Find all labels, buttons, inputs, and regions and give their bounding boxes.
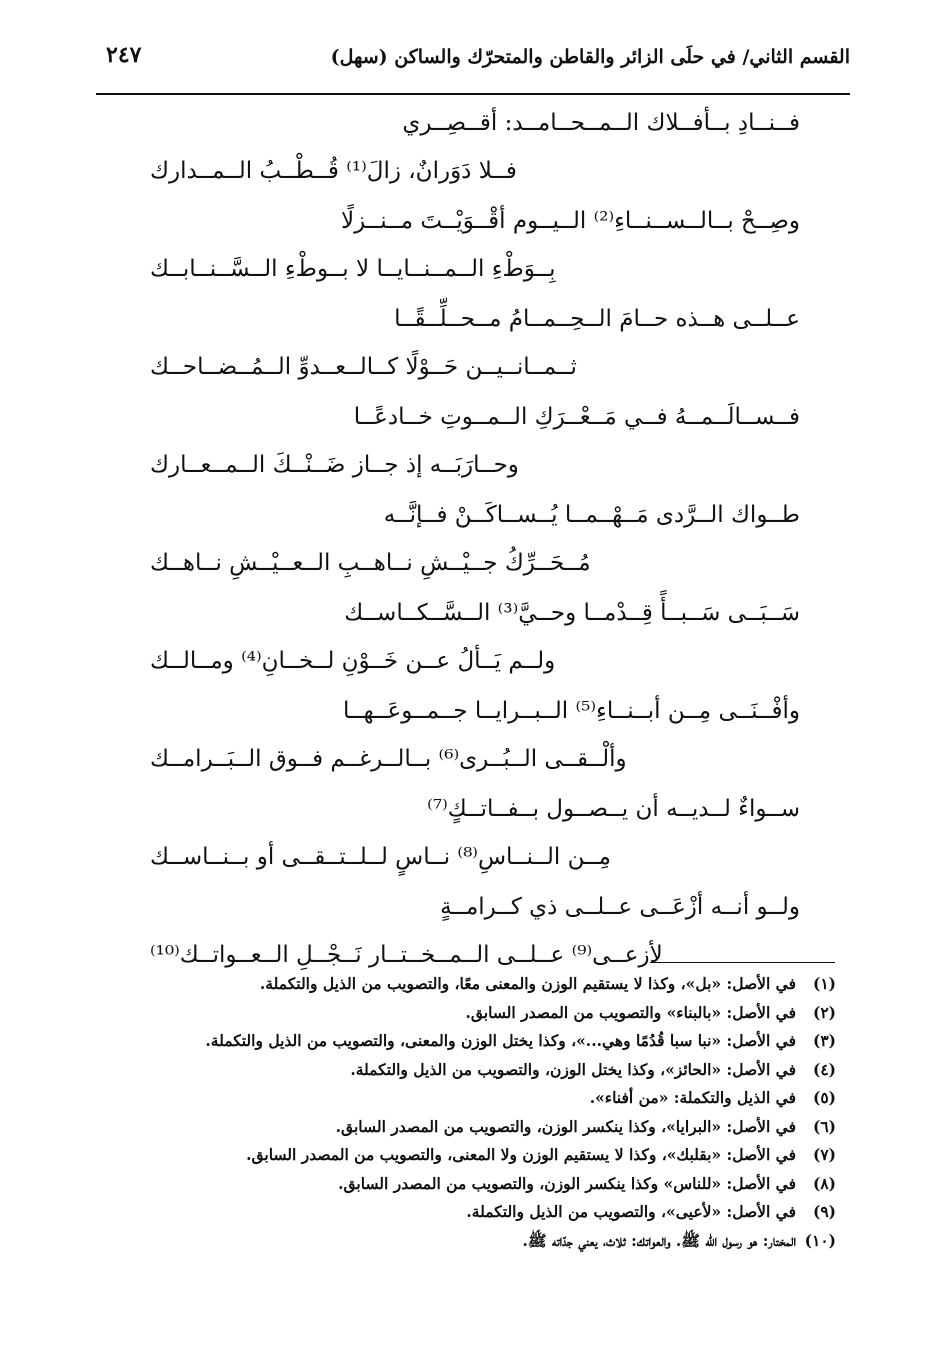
page-header [96,38,850,88]
verse-second-hemistich: مُــحَــرِّكُ جــيْــشِ نــاهــبِ الــعــيْــشِ نــاهــك [150,550,591,576]
verse-second-hemistich: مِــن الــنــاسِ⁽⁸⁾ نــاسٍ لــلــتــقــى أو بــنــاســك [150,844,611,870]
verse [150,104,800,202]
footnote-number: (٥) [812,1088,836,1107]
verse-second-hemistich: لأزعــى⁽⁹⁾ عــلــى الــمــخــتــار نَــجْــلِ الــعــواتــك⁽¹⁰⁾ [150,942,663,968]
footnote [100,1056,836,1085]
footnote-number: (١٠) [804,1230,836,1250]
footnote-text: في الأصل: «بالبناء» والتصويب من المصدر السابق. [465,1002,796,1022]
footnote-number: (٤) [812,1059,836,1079]
verse-first-hemistich: فــنــادِ بــأفــلاك الــمــحــامــد: أقــصِــري [402,110,800,136]
footnote [100,1141,836,1170]
verse [150,496,800,594]
footnote-text: في الذيل والتكملة: «من أفناء». [589,1088,796,1107]
running-head: القسم الثاني/ في حلَى الزائر والقاطن والمتحرّك والساكن (سهل) [330,46,850,68]
footnote-text: في الأصل: «لأعيى»، والتصويب من الذيل والتكملة. [466,1202,796,1221]
verse-first-hemistich: ســواءٌ لــديــه أن يــصــول بــفــاتــكٍ⁽⁷⁾ [427,796,800,822]
footnote-number: (٣) [812,1031,836,1050]
footnote-number: (٦) [812,1116,836,1136]
page-number: ٢٤٧ [106,42,142,68]
verse-first-hemistich: فــســالَــمــهُ فــي مَــعْــرَكِ الــمــوتِ خــادعًــا [353,404,800,430]
verse [150,594,800,692]
footnote [100,1198,836,1227]
footnote [100,999,836,1028]
footnote-rule [650,962,835,963]
footnote-number: (١) [812,974,836,993]
verse-first-hemistich: ولــو أنــه أزْعَــى عــلــى ذي كــرامــةٍ [440,894,800,920]
verse-second-hemistich: وحــارَبَــه إذ جــاز ضَــنْــكَ الــمــعــارك [150,452,519,478]
verse-first-hemistich: عــلــى هــذه حــامَ الــحِــمــامُ مــحــلِّــقًــا [394,306,800,332]
header-rule [96,93,850,95]
verse [150,202,800,300]
footnote [100,970,836,999]
footnote-text: في الأصل: «بل»، وكذا لا يستقيم الوزن والمعنى معًا، والتصويب من الذيل والتكملة. [259,974,796,993]
footnote-text: المختار: هو رسول الله ﷺ. والعواتك: ثلاث، يعني جدّاته ﷺ. [522,1230,796,1250]
verse-second-hemistich: بِــوَطْءِ الــمــنــايــا لا بــوطْءِ الــسَّــنــابــك [150,256,556,282]
verse-first-hemistich: وأفْــنَــى مِــن أبــنــاءِ⁽⁵⁾ الــبــرايــا جــمــوعَــهــا [342,698,800,724]
footnote-text: في الأصل: «بقلبك»، وكذا لا يستقيم الوزن ولا المعنى، والتصويب من المصدر السابق. [246,1145,796,1164]
footnote-number: (٨) [812,1173,836,1193]
verse-second-hemistich: ولــم يَــألُ عــن خَــوْنِ لــخــانِ⁽⁴⁾ ومــالــك [150,648,556,674]
verse-second-hemistich: ثــمــانــيــن حَــوْلًا كــالــعــدوِّ الــمُــضــاحــك [150,354,577,380]
footnote-text: في الأصل: «الحائز»، وكذا يختل الوزن، والتصويب من الذيل والتكملة. [350,1059,796,1079]
verse-second-hemistich: فــلا دَوَرانٌ، زالَ⁽¹⁾ قُــطْــبُ الــمــدارك [150,158,517,184]
verse [150,398,800,496]
verse-first-hemistich: وصِــحْ بــالــســنــاءِ⁽²⁾ الــيــوم أقْــوَيْــتَ مــنــزلًا [341,208,800,234]
footnote-number: (٢) [812,1002,836,1022]
footnotes [100,970,836,1255]
verse-first-hemistich: طــواك الــرَّدى مَــهْــمــا يُــســاكَــنْ فــإنَّــه [383,502,800,528]
verse [150,790,800,888]
verse [150,692,800,790]
footnote-text: في الأصل: «للناس» وكذا ينكسر الوزن، والتصويب من المصدر السابق. [338,1173,796,1193]
footnote [100,1113,836,1142]
footnote-text: في الأصل: «نبا سبا قُدُمًا وهي...»، وكذا يختل الوزن والمعنى، والتصويب من الذيل والتكملة. [205,1031,796,1050]
footnote [100,1084,836,1113]
footnote-text: في الأصل: «البرايا»، وكذا ينكسر الوزن، والتصويب من المصدر السابق. [335,1116,796,1136]
footnote [100,1027,836,1056]
footnote-number: (٧) [812,1145,836,1164]
poem [150,104,800,986]
footnote [100,1170,836,1199]
verse-first-hemistich: سَــبَــى سَــبــأً قِــدْمــا وحــيَّ⁽³⁾ الــسَّــكــاســك [344,600,800,626]
verse [150,300,800,398]
verse-second-hemistich: وألْــقــى الــبُــرى⁽⁶⁾ بــالــرغــم فــوق الــبَــرامــك [150,746,627,772]
footnote-number: (٩) [812,1202,836,1221]
footnote [100,1227,836,1256]
